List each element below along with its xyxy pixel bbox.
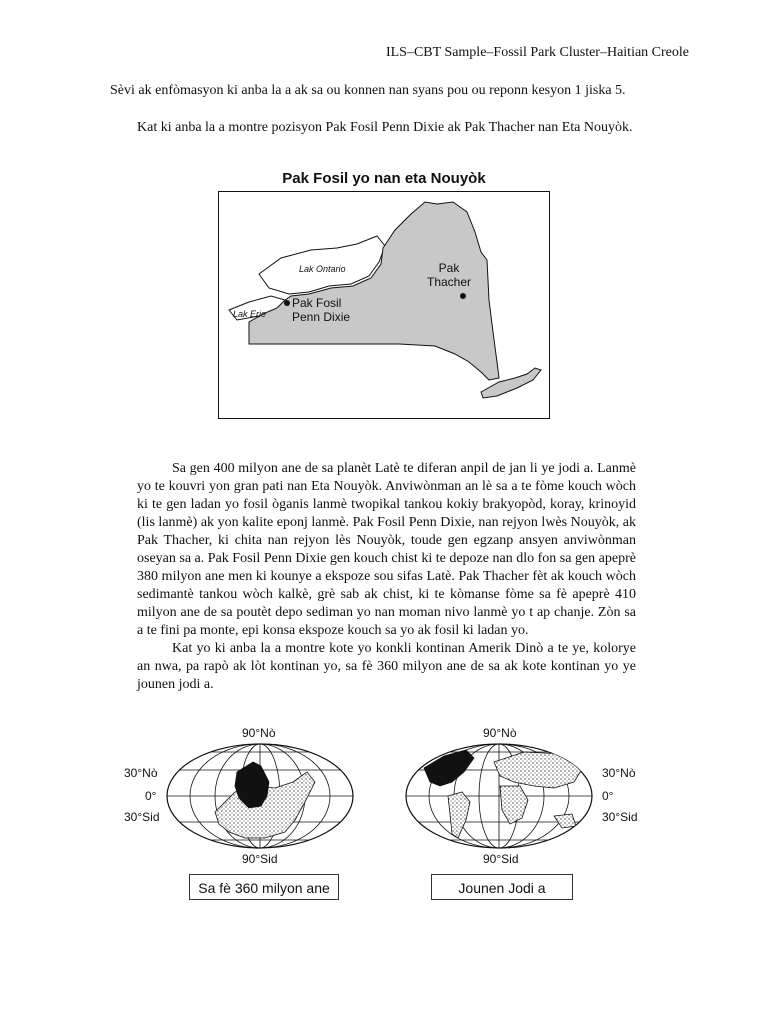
- instructions: Sèvi ak enfòmasyon ki anba la a ak sa ou konnen nan syans pou ou reponn kesyon 1 jiska 5.: [110, 83, 626, 98]
- equator-label: 0°: [145, 789, 157, 803]
- north-pole-label: 90°Nò: [483, 726, 517, 740]
- globe-past: [165, 742, 355, 850]
- north-pole-label: 90°Nò: [242, 726, 276, 740]
- page-header: ILS–CBT Sample–Fossil Park Cluster–Haitian Creole: [385, 45, 689, 60]
- map-intro-paragraph: Kat ki anba la a montre pozisyon Pak Fosil Penn Dixie ak Pak Thacher nan Eta Nouyòk.: [137, 120, 633, 135]
- thacher-dot: [460, 293, 466, 299]
- lake-erie-label: Lak Erie: [233, 309, 267, 319]
- lat-30n-label: 30°Nò: [602, 766, 636, 780]
- thacher-label: Pak Thacher: [427, 261, 472, 289]
- equator-label: 0°: [602, 789, 614, 803]
- caption-now: Jounen Jodi a: [431, 874, 573, 900]
- body-paragraph: Kat yo ki anba la a montre kote yo konkli kontinan Amerik Dinò a te ye, kolorye an nwa, pa rapò ak lòt kontinan yo, sa fè 360 milyon ane de sa ak kote kontinan yo ye jounen jodi a.: [137, 641, 636, 692]
- penn-dixie-dot: [284, 300, 290, 306]
- globe-present: [404, 742, 594, 850]
- south-pole-label: 90°Sid: [242, 852, 278, 866]
- body-paragraph: Sa gen 400 milyon ane de sa planèt Latè te diferan anpil de jan li ye jodi a. Lanmè yo te kouvri yon gran pati nan Eta Nouyòk. Anviwònman an lè sa a te fòme kouch wòch ki te gen ladan yo fosil òganis lanmè twopikal tankou kokiy brakyopòd, koray, krinoyid (lis lanmè) ak yon kalite eponj lanmè. Pak Fosil Penn Dixie, nan rejyon lwès Nouyòk, ak Pak Thacher, ki chita nan rejyon lès Nouyòk, toude gen egzanp ansyen anviwònman oseyan sa a. Pak Fosil Penn Dixie gen kouch chist ki te depoze nan dlo fon sa gen apeprè 380 milyon ane men ki kounye a ekspoze sou sifas Latè. Pak Thacher fèt ak kouch wòch sedimantè tankou wòch kalkè, grè sab ak chist, ki te kòmanse fòme sa fè apeprè 410 milyon ane de sa poutèt depo sediman yo nan moman nivo lanmè yo t ap chanje. Zòn sa a te fini pa monte, epi konsa ekspoze kouch sa yo ak fosil ki ladan yo.: [137, 461, 636, 638]
- lat-30s-label: 30°Sid: [602, 810, 638, 824]
- map-title: Pak Fosil yo nan eta Nouyòk: [282, 170, 486, 187]
- south-pole-label: 90°Sid: [483, 852, 519, 866]
- body-text: [137, 460, 636, 694]
- lat-30n-label: 30°Nò: [124, 766, 158, 780]
- new-york-map: [218, 191, 550, 419]
- caption-past: Sa fè 360 milyon ane: [189, 874, 339, 900]
- lake-ontario-label: Lak Ontario: [299, 264, 346, 274]
- lat-30s-label: 30°Sid: [124, 810, 160, 824]
- penn-dixie-label: Pak Fosil Penn Dixie: [292, 296, 351, 324]
- new-york-state-shape: [219, 192, 549, 418]
